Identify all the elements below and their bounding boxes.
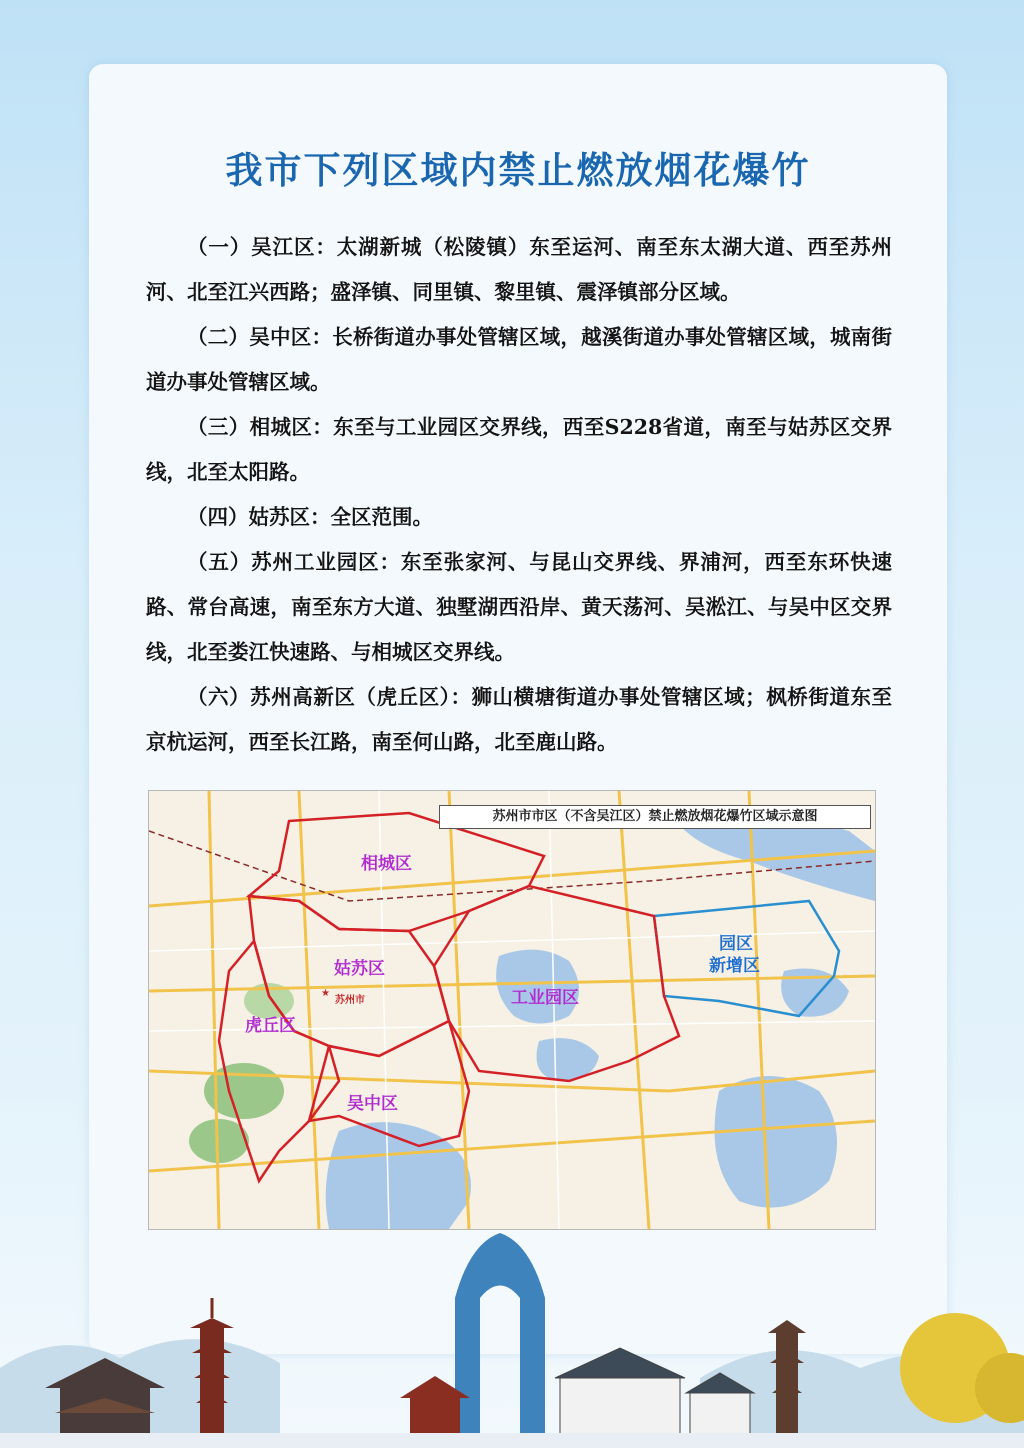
paragraph-wuzhong: （二）吴中区：长桥街道办事处管辖区域，越溪街道办事处管辖区域，城南街道办事处管辖区域。 xyxy=(146,325,892,394)
regulation-text xyxy=(146,225,892,765)
city-skyline-illustration xyxy=(0,1228,1024,1448)
map-title: 苏州市市区（不含吴江区）禁止燃放烟花爆竹区域示意图 xyxy=(439,805,871,829)
label-gusu: 姑苏区 xyxy=(334,959,385,979)
label-industrial-park: 工业园区 xyxy=(511,988,579,1008)
paragraph-high-tech-zone: （六）苏州高新区（虎丘区）：狮山横塘街道办事处管辖区域；枫桥街道东至京杭运河，西至长江路，南至何山路，北至鹿山路。 xyxy=(146,685,892,754)
paragraph-industrial-park: （五）苏州工业园区：东至张家河、与昆山交界线、界浦河，西至东环快速路、常台高速，南至东方大道、独墅湖西沿岸、黄天荡河、吴淞江、与吴中区交界线，北至娄江快速路、与相城区交界线。 xyxy=(146,550,892,664)
paragraph-gusu: （四）姑苏区：全区范围。 xyxy=(187,505,433,529)
district-map xyxy=(148,790,876,1230)
page-title: 我市下列区域内禁止燃放烟花爆竹 xyxy=(225,149,811,192)
city-star-icon: ★ xyxy=(321,988,330,999)
gate-tower-icon xyxy=(455,1233,545,1448)
paragraph-wujiang: （一）吴江区：太湖新城（松陵镇）东至运河、南至东太湖大道、西至苏州河、北至江兴西路；盛泽镇、同里镇、黎里镇、震泽镇部分区域。 xyxy=(146,235,892,304)
dianshan-lake xyxy=(715,1076,838,1208)
label-wuzhong: 吴中区 xyxy=(347,1094,398,1114)
label-park-new-area-line2: 新增区 xyxy=(709,956,760,976)
label-park-new-area-line1: 园区 xyxy=(719,934,753,954)
label-suzhou-city: 苏州市 xyxy=(335,995,365,1006)
paragraph-xiangcheng: （三）相城区：东至与工业园区交界线，西至S228省道，南至与姑苏区交界线，北至太阳路。 xyxy=(146,415,892,484)
map-graphic xyxy=(149,791,875,1229)
label-huqiu: 虎丘区 xyxy=(245,1016,296,1036)
label-xiangcheng: 相城区 xyxy=(361,854,412,874)
